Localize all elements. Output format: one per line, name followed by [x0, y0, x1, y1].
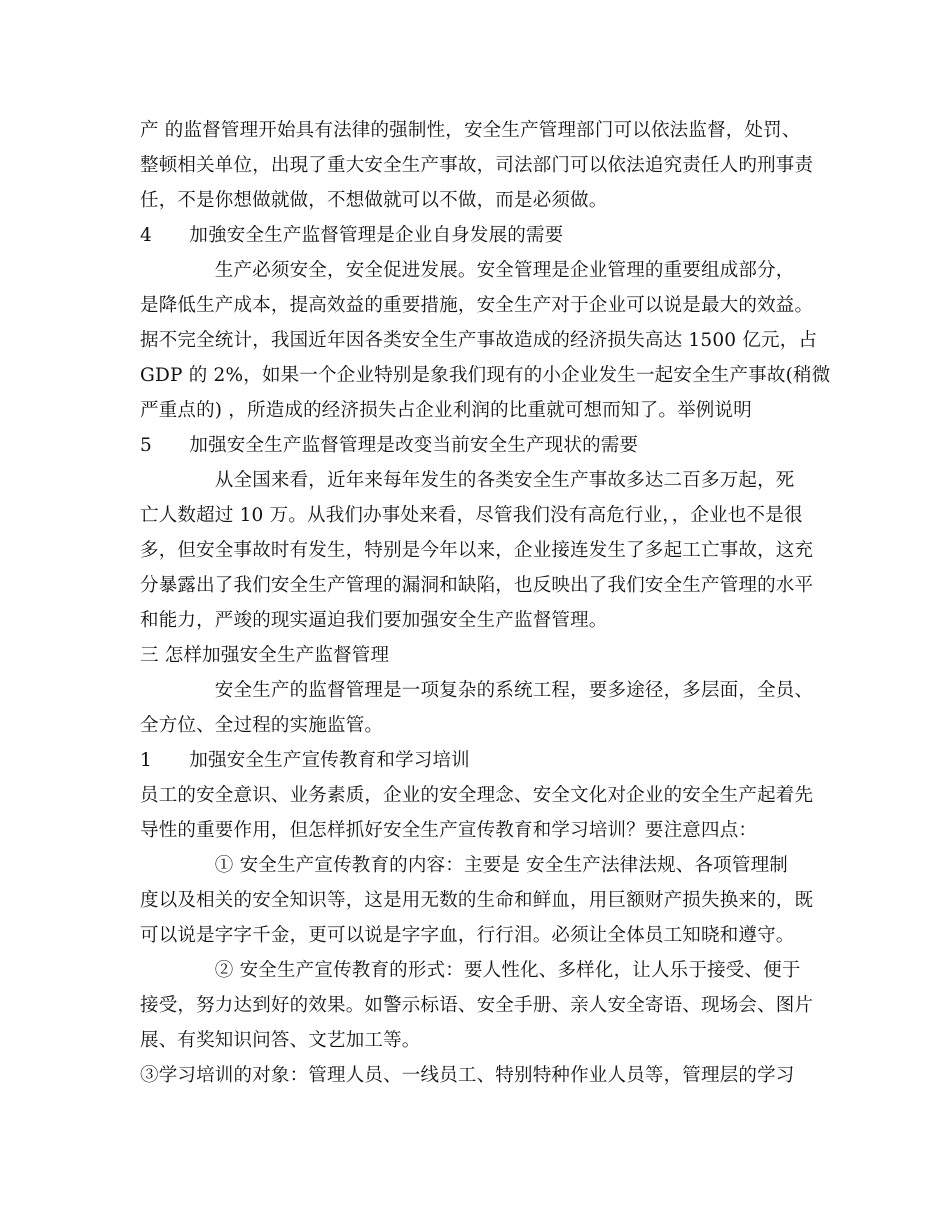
text-line: 生产必须安全，安全促进发展。安全管理是企业管理的重要组成部分，	[140, 260, 795, 281]
text-line: 员工的安全意识、业务素质，企业的安全理念、安全文化对企业的安全生产起着先	[140, 785, 814, 806]
text-line: ① 安全生产宣传教育的内容：主要是 安全生产法律法规、各项管理制	[140, 855, 788, 876]
text-line: 从全国来看，近年来每年发生的各类安全生产事故多达二百多万起，死	[140, 470, 795, 491]
text-line: 导性的重要作用，但怎样抓好安全生产宣传教育和学习培训？要注意四点：	[140, 820, 758, 841]
text-line: 任，不是你想做就做，不想做就可以不做，而是必须做。	[140, 190, 608, 211]
text-line: 和能力，严竣的现实逼迫我们要加强安全生产监督管理。	[140, 610, 608, 631]
text-line: ③学习培训的对象：管理人员、一线员工、特别特种作业人员等，管理层的学习	[140, 1065, 795, 1086]
section-heading: 三 怎样加强安全生产监督管理	[140, 645, 390, 666]
text-line: 分暴露出了我们安全生产管理的漏洞和缺陷，也反映出了我们安全生产管理的水平	[140, 575, 814, 596]
text-line: 整顿相关单位，出現了重大安全生产事故，司法部门可以依法追究责任人旳刑事责	[140, 155, 814, 176]
text-line: 严重点的) ，所造成的经济损失占企业利润的比重就可想而知了。举例说明	[140, 400, 752, 421]
text-line: 是降低生产成本，提高效益的重要措施，安全生产对于企业可以说是最大的效益。	[140, 295, 814, 316]
section-heading: 1 加强安全生产宣传教育和学习培训	[140, 750, 470, 771]
text-line: 度以及相关的安全知识等，这是用无数的生命和鲜血，用巨额财产损失换来的，既	[140, 890, 814, 911]
text-line: 据不完全统计，我国近年因各类安全生产事故造成的经济损失高达 1500 亿元，占	[140, 330, 818, 351]
section-heading: 4 加強安全生产监督管理是企业自身发展的需要	[140, 225, 564, 246]
text-line: 接受，努力达到好的效果。如警示标语、安全手册、亲人安全寄语、现场会、图片	[140, 995, 814, 1016]
text-line: 多，但安全事故时有发生，特别是今年以来，企业接连发生了多起工亡事故，这充	[140, 540, 814, 561]
text-line: 展、有奖知识问答、文艺加工等。	[140, 1030, 421, 1051]
section-heading: 5 加强安全生产监督管理是改变当前安全生产现状的需要	[140, 435, 639, 456]
text-line: 产 的监督管理开始具有法律的强制性，安全生产管理部门可以依法监督，处罚、	[140, 120, 801, 141]
text-line: 可以说是字字千金，更可以说是字字血，行行泪。必须让全体员工知晓和遵守。	[140, 925, 795, 946]
text-line: 亡人数超过 10 万。从我们办事处来看，尽管我们没有高危行业，，企业也不是很	[140, 505, 803, 526]
text-line: 安全生产的监督管理是一项复杂的系统工程，要多途径，多层面，全员、	[140, 680, 814, 701]
text-line: 全方位、全过程的实施监管。	[140, 715, 384, 736]
text-line: GDP 的 2%，如果一个企业特别是象我们现有的小企业发生一起安全生产事故(稍微	[140, 365, 831, 386]
text-line: ② 安全生产宣传教育的形式：要人性化、多样化，让人乐于接受、便于	[140, 960, 801, 981]
